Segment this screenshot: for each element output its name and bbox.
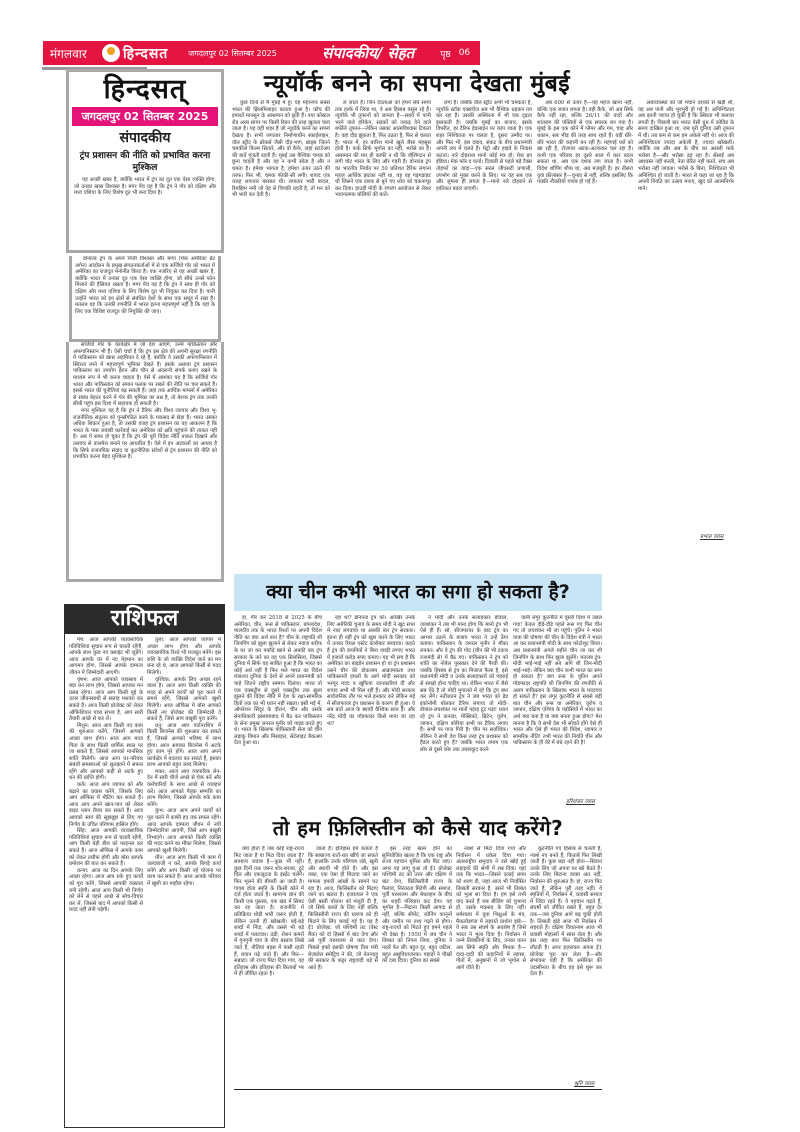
palestine-article-title: तो हम फ़िलिस्तीन को कैसे याद करेंगे? xyxy=(272,816,564,840)
china-article-title-band xyxy=(234,574,602,611)
editorial-paragraph: मगर मुश्किल यह है कि ट्रंप ने टैरिफ और विश्व व्यापार और विश्व भू-राजनीतिक संतुलन को पुनर्संगठित करने के मकसद से छेड़ा है। भारत उसका अधिक शिकार हुआ है, तो उसकी वजह ट्रंप प्रशासन का यह आकलन है कि भारत के पास जवाबी कार्रवाई कर अमेरिका को क्षति पहुंचाने की ताकत नहीं है। अब ये साफ हो चुका है कि ट्रंप की पूरी विदेश नीति ताकत दिखाने और तलवार से तालमेल बनाने पर आधारित है। ऐसे में इन अटकलों का आधार है कि सिर्फ राजनयिक संवाद या कूटनीतिक संदेशों से ट्रंप प्रशासन की नीति को प्रभावित करना बेहद मुश्किल है। xyxy=(73,407,217,461)
palestine-column-1 xyxy=(234,846,304,1086)
masthead xyxy=(43,41,480,65)
palestine-paragraph: कूटनीति गए हिसाब से चलती है, नक्शे नए बनते हैं, किताबें फिर लिखी जाती हैं। कुछ बड़ा नहीं होता—सिवाय उनके लिए जो अपना घर खो बैठते हैं। उनके लिए मिटाना वाक्य अंत नहीं, निर्वासन की शुरुआत है। हां, राज्य मिट जाते हैं, लेकिन पूरी तरह नहीं। वे स्मृतियों में, निर्वासन में, प्रवासी समाज में जिंदा रहते हैं। वे पहचान गढ़ते हैं, संघर्षों को जीवित रखते हैं, बहुत देर तक—जब दुनिया आगे बढ़ चुकी होती है। तिब्बती झंडे आज भी निर्वासन में लहराते हैं। दक्षिण वियतनाम आज भी प्रवासी मोहल्लों में सांस लेता है। और इस तरह बात फिर फ़िलिस्तीन पर लौटती है। अगर इज़रायल अपना ई1 प्रोजेक्ट पूरा कर लेता है—और संभावना यही है कि अमेरिका की उदासीनता के बीच वह इसे शुरू कर देता है। xyxy=(530,846,602,978)
china-article-title: क्या चीन कभी भारत का सगा हो सकता है? xyxy=(266,581,570,603)
palestine-paragraph: जाता है। इतिहास हमें बताता है कि साम्राज्य रातों-रात खींचे जा सकते हैं, हालांकि उनके परिणाम लंबे, खूनी और स्थायी भी होते हैं। और इस वक्त, एक ऐसा ही मिटाया जाने का मामला हमारी आंखों के सामने घट रहा है। आज, फ़िलिस्तीन को मिटाए जाने का खतरा है। इजरायल ने एक ऐसी बस्ती योजना को मंजूरी दी है, जो सिर्फ कब्जे के लिए नहीं बल्कि फ़िलिस्तीनी राज्य की धारणा को ही मिटाने के लिए बनाई गई है। यह है ई1 प्रोजेक्ट, जो पश्चिमी तट (वेस्ट बैंक) को दो हिस्सों में बांट देगा और उसे पूर्वी यरुशलम से काट देगा। पिछले हफ्ते इसकी घोषणा वित्त मंत्री बेज़ालेल स्मोट्रिच ने की, जो नेतन्याहू की सरकार के कट्टर राष्ट्रवादी धड़े से आते हैं। xyxy=(308,846,378,971)
masthead-section: संपादकीय/ सेहत xyxy=(322,44,415,62)
mumbai-paragraph: ले जाता है। जिन देवताओं को हमने लंबे समय तक हल्के में लिया था, वे अब हिसाब वसूल रहे हैं। न्यूयॉर्क भी तूफानों को जानता है—सबवे में पानी भरने वाले हरिकेन, सड़कों को जकड़ देने वाले बर्फीले तूफान—लेकिन उसका आत्मविश्वास टिकता है। वहां दौड़ झुकता है, फिर उठता है, फिर से चलता है। भारत में, हर बारिश मानो खुले जैसा महसूस होती है। फर्क सिर्फ भूगोल का नहीं, भरोसे का है। आसमान की मार ही काफी न थी कि वॉशिंगटन से लगी चोट भारत के लिए और गहरी है। डोनाल्ड ट्रंप का भारतीय निर्यात पर 50 प्रतिशत टैरिफ लगाना महज आर्थिक झटका नहीं था, यह वह गड़गड़ाहट थी जिसने एक दशक से बुने गए ध्येय को चकनाचूर कर दिया। हाउडी मोदी के रंगारंग आयोजन से लेकर भावनात्मक बोलियों की बातें। xyxy=(335,100,431,199)
editorial-paragraph: डोनाल्ड ट्रंप के अपने निजी विश्वस्त और मागा (मेक अमेरिका ग्रेट अगेन) आंदोलन के प्रमुख संगठनकर्ताओं में से एक सर्जियो गोर को भारत में अमेरिका का राजदूत मनोनीत किया है। एक नजरिए से यह अच्छी खबर है, क्योंकि भारत में उनका दूत एक ऐसा व्यक्ति होगा, जो सीधे उनसे फोन मिलाने की हैसियत रखता है। मगर पेंच यह है कि ट्रंप ने साथ ही गोर को दक्षिण और मध्य एशिया के लिए विशेष दूत भी नियुक्त कर दिया है। यानी उन्होंने भारत को इन क्षेत्रों से संबंधित देशों के साथ एक समूह में रखा है। मतलब यह कि उनकी रणनीति में भारत इतना महत्त्वपूर्ण नहीं है कि वहां के लिए एक विशिष्ट राजदूत की नियुक्ति की जाए। xyxy=(75,256,215,315)
editorial-paragraph: सर्जियो गोर के कार्यक्षेत्र में जो देश आएंगे, उनमें पाकिस्तान और अफगानिस्तान भी हैं। ऐसी चर्चा है कि ट्रंप इस क्षेत्र की अपनी सुरक्षा रणनीति में पाकिस्तान को खास अहमियत दे रहे हैं, क्योंकि वे उसकी अफगानिस्तान में स्थिरता लाने में महत्त्वपूर्ण भूमिका देखते हैं। इसके अलावा ट्रंप प्रशासन पाकिस्तान का उपयोग ईरान और चीन से अंदरूनी संपर्क बनाए रखने के माध्यम रूप में भी करना चाहता है। ऐसे में आशंका यह है कि सर्जियो गोर भारत और पाकिस्तान को समान फलक पर रखने की नीति पर चल सकते हैं। इससे भारत की चुनौतियां बढ़ सकती हैं। जहां तक आर्थिक मामलों में अमेरिका से संबंध बेहतर करने में गोर की भूमिका का प्रश्न है, तो बेशक ट्रंप तक उनकी सीधी पहुंच इस दिशा में सहायक हो सकती है। xyxy=(73,342,217,408)
palestine-column-3 xyxy=(382,846,452,1086)
mumbai-column-2 xyxy=(335,100,431,560)
palestine-column-4 xyxy=(456,846,526,1086)
rashifal-box xyxy=(64,634,225,1128)
palestine-column-2 xyxy=(308,846,378,1086)
rashifal-entry: तुला: आज आपको व्यापार में अच्छा लाभ होगा और आपके व्यावसायिक रिश्ते भी मजबूत बनेंगे। इस राशि के जो व्यक्ति विदेश जाने का मन बना रहे थे, आज आपको किसी से मदद मिलेगी। xyxy=(147,637,221,676)
editorial-title: ट्रंप प्रशासन की नीति को प्रभावित करना मुश्किल xyxy=(79,151,211,173)
palestine-paragraph: क्या होता है जब कोई राष्ट्र-राज्य मिट जाता है या मिटा दिया जाता है? सामान्य जवाब है—कुछ भी नहीं। कुछ दिनों तक जरूर शोर-शराबा, टूटे दिल और एकजुटता के इंस्टेंट चलेंगे। फिर भूलने की बीमारी आ जाती है। गायब होता स्मृति के किसी कोने में दर्ज होता जाता है। सामान्य ज्ञान की किसी एक पुस्तक, एक खंड में सिमट कर रह जाता है। राजनीति में प्रतिक्रिया थोड़ी भारी जरूर होती है, लेकिन उतनी ही खोखली। बड़े-बड़े शब्दों में निंदा, और उससे भी बड़े शब्दों में पलटवार। ठंडी, रोशन कमरों में गुनगुनी चाय के बीच प्रस्ताव लिखे जाते हैं, नीतियां बहस में फंसी रहती हैं, बयान पढ़े जाते हैं। और फिर—सन्नाटा। जो राज्य मिटा दिया गया, वह इतिहास और इतिहास की किताबों भर में ही जीवित रहता है। xyxy=(234,846,304,978)
rashifal-entry: वृश्चिक: आपके लिए अच्छा रहने वाला है। आज आप किसी व्यक्ति की मदद से अपने कार्यों को पूरा करने में समर्थ रहेंगे, जिससे आपको खुशी मिलेगी। आज ऑफिस में बॉस आपको किसी नए प्रोजेक्ट की जिम्मेदारी दे सकते हैं, जिसे आप बखूबी पूरा करेंगे। xyxy=(147,676,221,723)
mumbai-column-5 xyxy=(638,100,734,530)
mumbai-article-title: न्यूयॉर्क बनने का सपना देखता मुंबई xyxy=(264,71,571,97)
rashifal-column-2 xyxy=(147,637,221,1087)
editorial-paragraph: यह अच्छी खबर है, क्योंकि भारत में ट्रंप का दूत एक ऐसा व्यक्ति होगा, जो उनका खास विश्वस्त है। मगर पेंच यह है कि ट्रंप ने गोर को दक्षिण और मध्य एशिया के लिए विशेष दूत भी बना दिया है। xyxy=(74,177,216,197)
mumbai-byline: प्रभात व्यास xyxy=(700,534,724,540)
mumbai-column-4 xyxy=(537,100,633,560)
china-column-2 xyxy=(327,615,415,805)
palestine-article-title-band xyxy=(234,813,602,843)
mumbai-paragraph: लगा है। जबकि वॉल स्ट्रीट अभी भी चमकता है, न्यूयॉर्क स्टॉक एक्सचेंज अब भी वैश्विक धड़कन तय कर रहा है। उसकी अस्थिरता में भी एक दृढ़ता झलकती है। जबकि मुंबई का बाजार, इसके विपरीत, हर टैरिफ हेडलाइन पर कांप जाता है। एक शहर निश्चितता पर चलता है, दूसरा उम्मीद पर। और फिर भी, इस दबाव, संकट के बीच प्रधानमंत्री अपनी लय में चलते हैं। मेट्रो और हाइवे के निवास कटता। नारे दोहराना मानो कोई मंत्र हो: मेक इन इंडिया। मेक फॉर द वर्ल्ड। दिवाली से पहले बड़े टैक्स तोहफों का वादा—एक सरल जीएसटी प्रणाली, उपभोग को मुक्त करने के लिए। पर यह सब एक और जुमला ही लगता है—मानो नारे दोहराने से हकीकत बदल जाएगी। xyxy=(436,100,532,192)
page-label: पृष्ठ xyxy=(440,49,451,60)
rashifal-entry: वृषभ: आज आपको व्यवसाय में बड़ा धन लाभ होगा, जिससे आपका मन प्रसन्न रहेगा। आज आप किसी मुद्दे के ऊपर जीवनसाथी से सलाह मशवरा कर सकते हैं। आज किसी प्रोजेक्ट को लेकर ऑफिशियल यात्रा संभव है, आप सारी तैयारी अच्छे से कर लें। xyxy=(69,676,143,723)
rashifal-entry: मकर: आज आप व्यापारिक लेन-देन में सारी चीजें अच्छे से चेक करें और कर्मचारियों के साथ अच्छे से व्यवहार करें। आज आपको पैतृक सम्पत्ति का लाभ मिलेगा, जिससे आपके रुके काम बनेंगे। xyxy=(147,768,221,808)
mumbai-column-1 xyxy=(232,100,330,560)
editorial-box xyxy=(66,69,224,253)
bottom-rule xyxy=(234,1089,602,1090)
palestine-byline: श्रुति व्यास xyxy=(574,1081,595,1087)
editorial-continued xyxy=(69,256,221,342)
palestine-paragraph: इस तरह खत्म होने का सुनियोजित खतरा है कि एक राष्ट्र और राज्य पहचान धूमिल और मिट जाए। अगर यह लागू हुआ तो ई1 प्रोजेक्ट पश्चिमी तट को उत्तर और दक्षिण में बांट देगा, फ़िलिस्तीनी राज्य के फैलाव, निरंतरता मिटेगी और समाज, पूर्वी यरुशलम और बेथलहम के बीच का शहरी गलियारा कट देगा। यह भूगोल है—मिटाना किसी आपदा से नहीं, बल्कि सीमेंट, जोनिंग कानूनों और जमीन पर तथ्य गढ़ने से होगा। राष्ट्र-राज्यों को मिटते हुए हमने पहले भी देखा है। 1950 में जब चीन ने तिब्बत को निगल लिया, दुनिया ने नज़रें फेर लीं। बहुत दूर, बहुत जटिल, बहुत असुविधाजनक। पहाड़ों ने चीखों को दबा दिया। दुनिया का सबसे xyxy=(382,846,452,965)
china-byline: हरिशंकर व्यास xyxy=(566,799,595,805)
editorial-brand: हिन्दसत् xyxy=(103,74,187,105)
rashifal-entry: सिंह: आज आपकी व्यावसायिक गतिविधियां सुचारु रूप से चलती रहेंगी, आप किसी बड़ी डील को फाइनल कर सकते हैं। आज ऑफिस में आपके काम को लेकर तारीफ होगी और बॉस आपके प्रमोशन की बात कर सकते हैं। xyxy=(69,828,143,868)
rashifal-entry: धनु: आज आप पार्टनरशिप में किसी बिजनेस की शुरुआत कर सकते हैं, जिससे आपको भविष्य में लाभ होगा। आज आपका बिजनेस में अटके हुए काम पूरे होंगे। आज आप अपने कार्यक्षेत्र में बदलाव कर सकते हैं, इसका लाभ आपको बहुत जल्द मिलेगा। xyxy=(147,722,221,769)
rashifal-entry: कुंभ: आज आप अपने कार्यों को पूरा करने में काफी हद तक सफल रहेंगे। आज आपके दाम्पत्य जीवन में नयी जिम्मेदारियां आएंगी, जिसे आप बखूबी निभाएंगे। आज आपको किसी व्यक्ति की मदद करने का मौका मिलेगा, जिससे आपको खुशी मिलेगी। xyxy=(147,808,221,854)
masthead-logo xyxy=(102,43,168,63)
rashifal-entry: कन्या: आज का दिन आपके लिए अच्छा रहेगा। आज आप रुके हुए कार्यों को पूरा करेंगे, जिससे आपकी व्यस्तता बनी रहेगी। आज आप किसी भी निर्णय को लेने से पहले अच्छे से सोच-विचार कर लें, जिससे बाद में आपको किसी से मदद नहीं लेनी पड़ेगी। xyxy=(69,867,143,914)
rashifal-entry: मीन: आज आप किसी भी काम में जल्दबाजी न करें, आपके बिगड़े कार्य बनेंगे और आप किसी नई योजना पर काम कर सकते हैं। आज आपके परिवार में खुशी का माहौल रहेगा। xyxy=(147,854,221,887)
china-column-4 xyxy=(513,615,602,795)
masthead-dateline: जगदलपुर 02 सितम्बर 2025 xyxy=(188,48,277,58)
china-paragraph: रहा था? डोनाल्ड ट्रंप को। आखिर उनके लिए अमेरिकी चुनाव के समय मोदी ने खुद सभा में नारा लगवाया था अबकी बार ट्रंप सरकार। इतना ही नहीं ट्रंप को खुश करने के लिए भारत में उनका रियल एस्टेट कारोबार बनवाया। कहते हैं ट्रंप की कंपनियों ने बिना दमड़ी लगाए भारत में हजारों करोड़ रुपए कमाए। यह भी सच है कि अमेरिका का बाइडेन प्रशासन हो या ट्रंप प्रशासन उसने चीन की डोकलाम आक्रामकता तथा पाकिस्तानी हमलों के आगे मोदी सरकार को भरपूर मदद व खुफिया जानकारियां दीं और शायद अभी भी मिल रही हैं। और मोदी सरकार सार्वजनिक तौर पर भले इनकार करे लेकिन मई में सीजफायर ट्रंप प्रशासन के कारण ही हुआ। ये सब बातें आज के स्थायी वैश्विक सत्य हैं। और नरेंद्र मोदी का गॉडफादर किसे माना जा रहा था? xyxy=(327,615,415,727)
rashifal-entry: मिथुन: आज आप किसी नए काम की शुरुआत करेंगे, जिसमें आपको अच्छा लाभ होगा। आज आप माता पिता के साथ किसी धार्मिक स्थल पर जा सकते हैं, जिससे आपको मानसिक शांति मिलेगी। आज आप घर-परिवार संबंधी समस्याओं को सुलझाने में सफल रहेंगे और आपको कहीं से अटके हुए धन की प्राप्ति होगी। xyxy=(69,722,143,782)
logo-text: हिन्दसत xyxy=(123,45,169,62)
china-paragraph: हां, गौर करें 2018 से 2025 के बीच अमेरिका, चीन, रूस से पाकिस्तान, बांग्लादेश, मालदीव तक के भारत रिश्तों पर अपनी विदेश नीति का क्या अर्थ बना है? चीन के राष्ट्रपति शी जिनपिंग को झूला झुलाने से लेकर नवाज शरीफ के घर जा कर पकौड़े खाने से अबकी बार ट्रंप सरकार के नारे का वह एक सिलसिला, जिससे दुनिया में सिर्फ यह साबित हुआ है कि भारत का कोई अर्थ नहीं है फिर भले भारत का विदेश मंत्रालय दुनिया के देशों से अपने प्रधानमंत्री को चाहे जितने राष्ट्रीय सम्मान दिलाए। भारत तो एक एक्सट्रीम से दूसरे एक्सट्रीम तक झूला झूलने की विदेश नीति में देश के रक्षा-सामरिक हितों तक का भी ध्यान नहीं रखता। इसी मई में, ऑपरेशन सिंदूर के दौरान, चीन और उसके सेनाधिकारी इस्लामाबाद में बैठ कर पाकिस्तान के सेना प्रमुख जनरल मुनीर को गाइड करते हुए थे। भारत के खिलाफ पाकिस्तानी सेना को चीन लड़ाकू विमान और मिसाइल, सेटेलाइट बैकअप देता हुआ था। xyxy=(234,615,322,747)
page-number: 06 xyxy=(458,48,471,58)
masthead-day: मंगलवार xyxy=(50,46,87,61)
mumbai-paragraph: अब 600 से ऊपर है—यह महज खाना नहीं, बल्कि एक बयान लगता है। वही कैफे, जो अब सिर्फ कैफे नहीं रहा, बल्कि 26/11 की यादों और शांतराम की पंक्तियों से एक स्मारक बन गया है। मुंबई के इस एक कोने में ग्लैमर और गम, चाह और थकान, सब भीड़ की तरह साथ रहते हैं। यहीं धीरे-धीरे भारत की कहानी बन रही है। महंगाई घरों को खा रही है, रोजगार अटक-अटककर चल रहा है। कभी एक परिवार हर दूसरे साल में कार बदल सकता था, अब एक दशक लग जाता है। कभी विदेश शॉपिंग शौक था, अब मजबूरी है। हर तीसरा युवा फ्रीलांसर है—चुनाव से नहीं, बल्कि इसलिए कि पक्की नौकरियों गायब हो गई हैं। xyxy=(537,100,633,186)
editorial-continued-2 xyxy=(66,342,224,582)
china-paragraph: वाली लंगूर कूटनीति में दूसरी दिशा में उछल गया! केवल दौड़े-दौड़े पहले रूस गए फिर चीन गए तो जयशंकर भी जा पहुंचे। पुतिन ने भारत यात्रा की घोषणा की चीन के विदेश मंत्री ने भारत आ कर प्रधानमंत्री मोदी के साथ फोटोशूट किया। अब प्रधानमंत्री अगले महीने चीन जा कर शी जिनपिंग के साथ फिर झूला झूलेंगे। मतलब ट्रंप-मोदी भाई-भाई नहीं अब आगे शी जिन-मोदी भाई-भाई। लेकिन क्या चीन कभी भारत का सगा हो सकता है? क्या रूस के पुतिन अपने गॉडफादर राष्ट्रपति शी जिनपिंग की रणनीति से अलग पाकिस्तान के खिलाफ भारत के मददगार हो सकते हैं? इस लंगूर कूटनीति से सबसे बड़ी बात चीन और रूस या अमेरिका, यूरोप व जापान, दक्षिण एशिया के पड़ोसियों में भारत का अर्थ क्या बना है या क्या बनता हुआ होगा? मेरा मानना है कि ये सभी देश भी सोचते होंगे ऐसे ही भारत और ऐसे ही भारत की विदेश, व्यापार व सामरिक नीति! तभी भारत की नियति चीन और पाकिस्तान के ही घेरे में बंधे रहने की है! xyxy=(513,615,602,747)
palestine-paragraph: नक्शे से मिटा दिया गया और निर्वासन में धकेल दिया गया। अंतरराष्ट्रीय समुदाय ने उसे खोई हुई लड़ाइयों की श्रेणी में रख दिया। यहां तक कि भारत—जिसने दलाई लामा को शरण दी, जहां आज भी निर्वासित तिब्बती सरकार है, उसने भी तिब्बत को भुला सा दिया है। हम इसे तभी याद करते हैं जब बीजिंग को चुभाना हो, उसके मकसद के लिए नहीं। धर्मशाला में युवा भिक्षुओं के मंत्र, मैकलोडगंज में लहराते प्रार्थना झंडे—ये सब उस संघर्ष के अवशेष हैं जिसे भारत ने भुला दिया है। निर्वासन में जन्मे तिब्बतियों के लिए, उनका वतन अब सिर्फ स्मृति और मिथक है—दादा-दादी की कहानियों में ल्हासा, गीतों में, अनुष्ठानों में जो भूगोल से आगे जीते हैं। xyxy=(456,846,526,971)
editorial-heading: संपादकीय xyxy=(119,130,171,146)
china-paragraph: ने मोदी और उनके सलाहकार डोवाल, जयशंकर ने तब भी माना होगा कि मानो ट्रंप भी ऐसे ही हैं। सो, सीजफायर के बाद ट्रंप का आभार उठाने के बजाय भारत ने उन्हें ठेंगा बताया। पाकिस्तान के जनरल मुनीर ने मौका लपका। और वे ट्रंप की गोद (चीन की भी टकार रजामंदी से) में बैठ गए। पाकिस्तान ने ट्रंप को शांति का नोबेल पुरस्कार देने की पैरवी की। जबकि हिसाब से ट्रंप का मिजाज फैला है, इसे प्रधानमंत्री मोदी व उनके सलाहकारों को गहराई से समझे होना चाहिए था। लेकिन भारत में जैसे सब ऐंठे है तो मोदी मुगालते में रहे कि ट्रंप क्या कर लेंगे। नतीजतन ट्रंप ने जब भारत को डेड इकोनॉमी बोलकर टैरिफ लगाया तो मोदी-डोवाल-जयशंकर पर मानों पहाड़ टूट पड़ा! ध्यान रहे ट्रंप ने कनाडा, मेक्सिको, ब्रिटेन, यूरोप, जापान, दक्षिण कोरिया सभी पर टैरिफ लगाए हैं। सभी पर गाज गिरी है। चीन पर सर्वाधिक। लेकिन ये सभी देश किस तरह ट्रंप प्रशासन को हैंडल करते हुए हैं? जबकि भारत तमाम एक छोर से दूसरे छोर तक उछलकूद करने xyxy=(420,615,508,753)
rashifal-entry: मेष: आज आपकी व्यावसायिक गतिविधियां सुचारु रूप से चलती रहेंगी, आपके साथ कुछ नए क्लाइंट भी जुड़ेंगे। आज आपके घर में नए मेहमान का आगमन होगा, जिससे आपके दाम्पत्य जीवन में जिम्मेदारी आएगी। xyxy=(69,637,143,676)
mumbai-paragraph: कुछ दिनों से मैं मुंबई में हूं। यह महानगर सबसे भारत की झिलमिलाहट बताता हुआ है। कॉच की इमारतें मानसून के आसमान को छूती हैं। नया कोस्टल रोड अरब सागर पर किसी रिबन की तरह खुलता चला जाता है। यह वही शहर है जो न्यूयॉर्क बनने का सपना देखता है। सभी लगातार निर्माणाधीन स्काईलाइन, वॉल स्ट्रीट के ब्रोकर्स जैसी दौड़-भाग, ब्रांड्स जितने चमकीले फिल्म सितारे, और वो कैफे, जहां स्टार्टअप की बातें गूंजती रहती हैं। मुंबई उस वैश्विक चमक को छूना चाहती है और वह न कभी सोता है और न थमता है। हमेशा भागता है, हमेशा ऊपर उठने की तरफ। फिर भी, चमक फीकी-सी लगी। शायद एक वजह लगातार बरसात थी। लगातार भारी बादल, रिमझिम नमी जो देह से चिपकी रहती है, तो मन को भी भारी कर देती है। xyxy=(232,100,330,199)
rashifal-entry: कर्क: आज आप व्यापार को और बढ़ाने का प्रयास करेंगे, जिसके लिए आप ऑफिस में मीटिंग कर सकते हैं। आज आप अपने खान-पान को लेकर डाइट प्लान तैयार कर सकते हैं। आज आपको स्वयं की सूझबूझ से लिए गए निर्णय के उचित परिणाम हासिल होंगे। xyxy=(69,782,143,828)
mumbai-paragraph: अर्थव्यवस्था को जो मचान दशकों से खड़ी थी, वह अब पानी और भुरभुरी हो गई है। अनिश्चितता अब इतनी व्याप्त हो चुकी है कि स्थिरता भी छलावा लगती है। पिछली बार भारत ऐसी धुंध में कोविड के समय दाखिल हुआ था, जब पूरी दुनिया उसी तूफान में थी। तब कम से कम हम अकेले नहीं थे। आज की अनिश्चितता ज्यादा अकेली है, ज्यादा खोखली। क्योंकि तब और अब के बीच का असली फर्क भरोसा है—और भरोसा ढह रहा है। सेंसाई अब आश्वस्त नहीं करती, नेता प्रेरित नहीं करते, सच अब भरोसा नहीं जगाता। भरोसे के बिना, निश्चितता भी अनिश्चित हो जाती है। भारत से कहा जा रहा है कि अपनी नियति का उत्सव मनाए, खुद को आत्मनिर्भर माने। xyxy=(638,100,734,192)
china-column-3 xyxy=(420,615,508,805)
palestine-column-5 xyxy=(530,846,602,1076)
rashifal-column-1 xyxy=(69,637,143,1087)
logo-emblem-icon xyxy=(102,44,120,62)
editorial-date-band: जगदलपुर 02 सितम्बर 2025 xyxy=(72,107,218,126)
mumbai-column-3 xyxy=(436,100,532,560)
rashifal-heading: राशिफल xyxy=(64,604,225,634)
china-column-1 xyxy=(234,615,322,805)
editorial-body xyxy=(74,177,216,197)
